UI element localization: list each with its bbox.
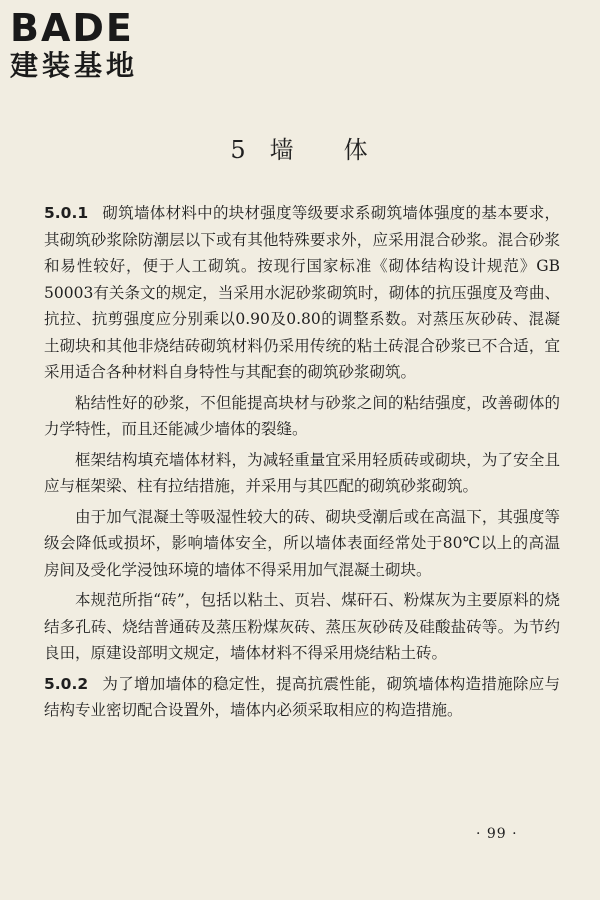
paragraph (44, 671, 560, 724)
paragraph: 粘结性好的砂浆，不但能提高块材与砂浆之间的粘结强度，改善砌体的力学特性，而且还能减少墙体的裂缝。 (44, 393, 560, 438)
logo-text-cn: 建装基地 (10, 49, 139, 82)
body-text (44, 200, 560, 728)
logo-text-en: BADE (10, 6, 134, 50)
section-number: 5.0.1 (44, 204, 89, 222)
paragraph: 由于加气混凝土等吸湿性较大的砖、砌块受潮后或在高温下，其强度等级会降低或损坏，影响墙体安全，所以墙体表面经常处于80℃以上的高温房间及受化学浸蚀环境的墙体不得采用加气混凝土砌块。 (44, 507, 560, 579)
section-number: 5.0.2 (44, 674, 89, 693)
chapter-number: 5 (230, 136, 248, 164)
page-number: · 99 · (476, 826, 518, 842)
chapter-title-part2: 体 (343, 136, 370, 164)
paragraph: 本规范所指“砖”，包括以粘土、页岩、煤矸石、粉煤灰为主要原料的烧结多孔砖、烧结普通砖及蒸压粉煤灰砖、蒸压灰砂砖及硅酸盐砖等。为节约良田，原建设部明文规定，墙体材料不得采用烧结粘土砖。 (44, 591, 560, 662)
paragraph: 框架结构填充墙体材料，为减轻重量宜采用轻质砖或砌块，为了安全且应与框架梁、柱有拉结措施，并采用与其匹配的砌筑砂浆砌筑。 (44, 450, 560, 495)
logo (10, 8, 190, 82)
chapter-title-part1: 墙 (269, 136, 296, 164)
chapter-title (0, 130, 600, 165)
paragraph (44, 200, 560, 386)
paragraph-text: 砌筑墙体材料中的块材强度等级要求系砌筑墙体强度的基本要求，其砌筑砂浆除防潮层以下或有其他特殊要求外，应采用混合砂浆。混合砂浆和易性较好，便于人工砌筑。按现行国家标准《砌体结构设计规范》GB 50003有关条文的规定，当采用水泥砂浆砌筑时，砌体的抗压强度及弯曲、抗拉、抗剪强度应分别乘以0.90及0.80的调整系数。对蒸压灰砂砖、混凝土砌块和其他非烧结砖砌筑材料仍采用传统的粘土砖混合砂浆已不合适，宜采用适合各种材料自身特性与其配套的砌筑砂浆砌筑。 (44, 204, 560, 381)
paragraph-text: 为了增加墙体的稳定性，提高抗震性能，砌筑墙体构造措施除应与结构专业密切配合设置外，墙体内必须采取相应的构造措施。 (44, 674, 560, 719)
